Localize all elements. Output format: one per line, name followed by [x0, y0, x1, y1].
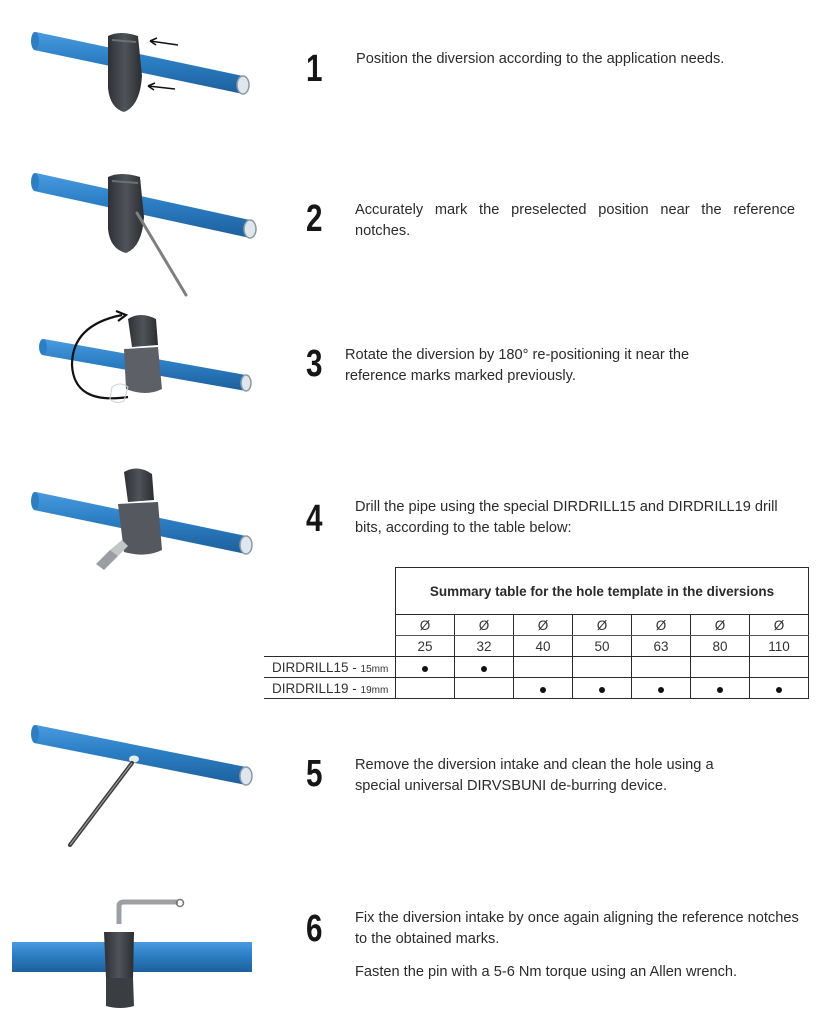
- step-3-description: Rotate the diversion by 180° re-positioning it near the reference marks marked previously.: [345, 347, 690, 384]
- pipe-with-diversion-rotation-arrow-icon: [0, 305, 290, 415]
- table-title: Summary table for the hole template in the diversions: [396, 568, 809, 615]
- dot-icon: [481, 666, 487, 672]
- dot-icon: [776, 687, 782, 693]
- mark-cell: [514, 657, 573, 678]
- mark-cell: [632, 678, 691, 699]
- pipe-with-diversion-and-marker-icon: [0, 165, 290, 300]
- step-3-text: [345, 345, 785, 387]
- diameter-110: 110: [750, 636, 809, 657]
- step-3-number: 3: [306, 343, 323, 385]
- pipe-with-diversion-and-allen-wrench-icon: [0, 890, 290, 1020]
- mark-cell: [573, 657, 632, 678]
- pipe-with-deburring-tool-icon: [0, 715, 290, 855]
- step-2-text: [355, 200, 795, 242]
- mark-cell: [691, 678, 750, 699]
- step-1-number: 1: [306, 48, 323, 90]
- step-4-text: [355, 497, 805, 539]
- dot-icon: [599, 687, 605, 693]
- dot-icon: [422, 666, 428, 672]
- step-2-description: Accurately mark the preselected position near the reference notches.: [355, 202, 795, 239]
- mark-cell: [396, 678, 455, 699]
- step-6-illustration: [0, 890, 290, 1020]
- diameter-symbol: Ø: [632, 615, 691, 636]
- diameter-63: 63: [632, 636, 691, 657]
- mark-cell: [455, 678, 514, 699]
- diameter-32: 32: [455, 636, 514, 657]
- diameter-symbol: Ø: [514, 615, 573, 636]
- row-label-dirdrill19: DIRDRILL19 - 19mm: [264, 678, 396, 699]
- diameter-symbol: Ø: [396, 615, 455, 636]
- pipe-with-diversion-and-arrows-icon: [0, 18, 290, 128]
- step-6-description-2: Fasten the pin with a 5-6 Nm torque using an Allen wrench.: [355, 964, 738, 980]
- diameter-25: 25: [396, 636, 455, 657]
- step-1-description: Position the diversion according to the application needs.: [356, 51, 725, 67]
- step-5-description: Remove the diversion intake and clean the hole using a special universal DIRVSBUNI de-burring device.: [355, 757, 714, 794]
- step-1-text: [356, 49, 796, 70]
- pipe-with-diversion-and-drill-bit-icon: [0, 460, 290, 575]
- mark-cell: [455, 657, 514, 678]
- dot-icon: [540, 687, 546, 693]
- step-5-text: [355, 755, 805, 797]
- dot-icon: [658, 687, 664, 693]
- mark-cell: [396, 657, 455, 678]
- diameter-symbol: Ø: [573, 615, 632, 636]
- step-6-description: Fix the diversion intake by once again aligning the reference notches to the obtained marks.: [355, 910, 799, 947]
- diameter-symbol: Ø: [750, 615, 809, 636]
- dot-icon: [717, 687, 723, 693]
- diameter-50: 50: [573, 636, 632, 657]
- table-diameter-row: [264, 636, 809, 657]
- row-label-dirdrill15: DIRDRILL15 - 15mm: [264, 657, 396, 678]
- step-4-illustration: [0, 460, 290, 575]
- step-6-text: [355, 908, 805, 983]
- diameter-40: 40: [514, 636, 573, 657]
- step-6-number: 6: [306, 908, 323, 950]
- step-1-illustration: [0, 18, 290, 128]
- mark-cell: [573, 678, 632, 699]
- step-2-illustration: [0, 165, 290, 300]
- mark-cell: [691, 657, 750, 678]
- diameter-symbol: Ø: [455, 615, 514, 636]
- diameter-symbol: Ø: [691, 615, 750, 636]
- mark-cell: [750, 678, 809, 699]
- mark-cell: [632, 657, 691, 678]
- hole-template-summary-table: [264, 567, 809, 699]
- step-2-number: 2: [306, 198, 323, 240]
- step-5-illustration: [0, 715, 290, 855]
- table-row-dirdrill19: [264, 678, 809, 699]
- mark-cell: [514, 678, 573, 699]
- step-3-illustration: [0, 305, 290, 415]
- step-4-number: 4: [306, 498, 323, 540]
- diameter-80: 80: [691, 636, 750, 657]
- table-row-dirdrill15: [264, 657, 809, 678]
- step-4-description: Drill the pipe using the special DIRDRILL15 and DIRDRILL19 drill bits, according to the table below:: [355, 499, 778, 536]
- table-symbol-row: [264, 615, 809, 636]
- mark-cell: [750, 657, 809, 678]
- step-5-number: 5: [306, 753, 323, 795]
